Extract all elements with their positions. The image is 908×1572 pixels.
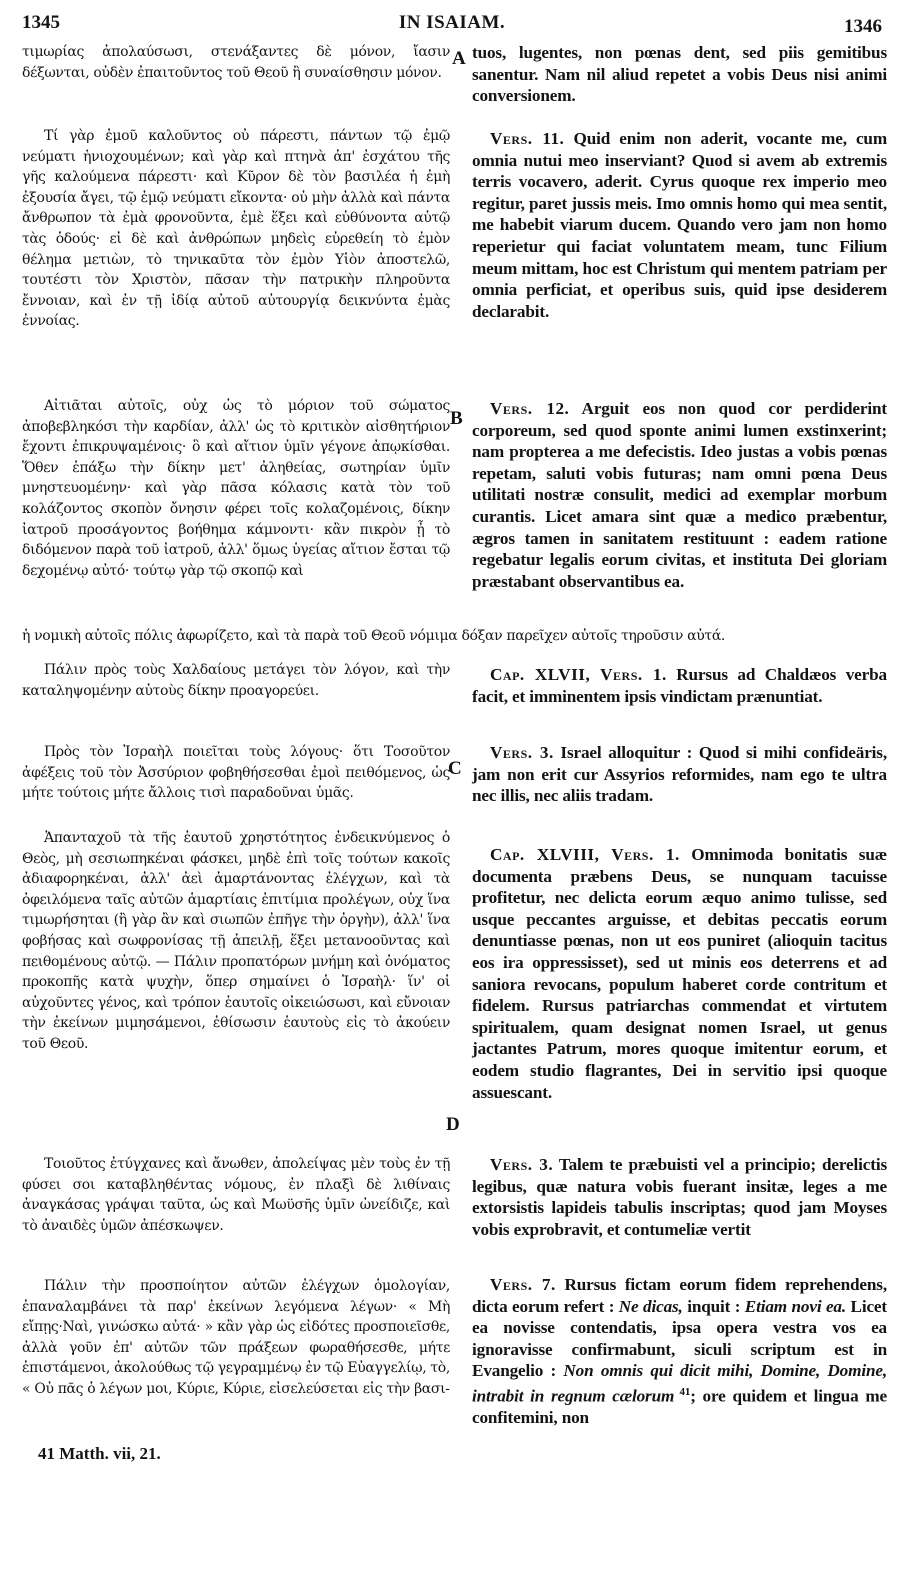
- latin-paragraph-6: Cap. XLVIII, Vers. 1. Omnimoda bonitatis suæ documenta præbens Deus, se nunquam tacuisse profitetur, nec delicta eorum æquo animo tulisse, sed usque peccantes arguisse, et debitas peccatis eorum denuntiasse pœnas, non ut eos puniret (alioquin tacitus eos ira oppressisset), sed ut minis eos deterrens et ad saniora revocans, populum haberet corde contritum et fidelem. Rursus patriarchas commendat et virtutem spiritualem, quam designat nomen Israel, ut genus jactantes Patrum, mores quoque imitentur eorum, et eodem studio flagrantes, Dei in servitio ipsi quoque assuescant.: [472, 845, 887, 1102]
- verse-label: Vers. 7.: [490, 1275, 556, 1294]
- latin-paragraph-4: Cap. XLVII, Vers. 1. Rursus ad Chaldæos verba facit, et imminentem ipsis vindictam prænuntiat.: [472, 665, 887, 706]
- verse-label: Vers. 11.: [490, 129, 565, 148]
- greek-full-width-line: ἡ νομικὴ αὐτοῖς πόλις ἀφωρίζετο, καὶ τὰ παρὰ τοῦ Θεοῦ νόμιμα δόξαν παρεῖχεν αὐτοῖς τηροῦσιν αὐτά.: [22, 628, 726, 644]
- footnote: 41 Matth. vii, 21.: [38, 1444, 161, 1463]
- greek-paragraph-7: Τοιοῦτος ἐτύγχανες καὶ ἄνωθεν, ἀπολείψας μὲν τοὺς ἐν τῇ φύσει σοι καταβληθέντας νόμους, ἐν πλαξὶ δὲ λιθίναις ἀναγκάσας γράψαι ταῦτα, ὡς καὶ Μωϋσῆς ὑμῖν ὠνείδιζε, καὶ τὸ ἀναιδὲς ὑμῶν ἀπέσκωψεν.: [22, 1156, 450, 1234]
- latin-paragraph-3: Vers. 12. Arguit eos non quod cor perdiderint corporeum, sed quod sponte animi lumen exstinxerint; nam propterea a me defecistis. Ideo justas a vobis pœnas repetam, saluti vobis futuras; nam omni pœna Deus utilitati nostræ consulit, medici ad exemplar morbum curantis. Licet amara sint quæ a medico præbentur, ægros tamen in sanitatem restituunt : eadem ratione regebatur legalis eorum civitas, et instituta Dei gloriam præstabant observantibus ea.: [472, 399, 887, 591]
- greek-paragraph-4: Πάλιν πρὸς τοὺς Χαλδαίους μετάγει τὸν λόγον, καὶ τὴν καταληψομένην αὐτοὺς δίκην προαγορεύει.: [22, 662, 450, 699]
- verse-label: Cap. XLVIII, Vers. 1.: [490, 845, 680, 864]
- latin-paragraph-5: Vers. 3. Israel alloquitur : Quod si mihi confideäris, jam non erit cur Assyrios reformides, nam ego te ultra nec illis, nec aliis tradam.: [472, 743, 887, 806]
- greek-paragraph-6: Ἁπανταχοῦ τὰ τῆς ἑαυτοῦ χρηστότητος ἐνδεικνύμενος ὁ Θεὸς, μὴ σεσιωπηκέναι φάσκει, μηδὲ ἐπὶ τοῖς τούτων κακοῖς ἀδιαφορηκέναι, ἀλλ' ἀεὶ ἁμαρτάνοντας ἐλέγχων, καὶ τὰ ὀφειλόμενα ταῖς αὐτῶν ἁμαρτίαις ἐπιτίμια προλέγων, οὐχ ἵνα τιμωρήσηται (ἢ γὰρ ἂν καὶ σιωπῶν ἐπῆγε τὴν ὀργὴν), ἀλλ' ἵνα φοβήσας καὶ σωφρονίσας τῇ ἀπειλῇ, ἕξει μετανοοῦντας καὶ πειθομένους αὐτῷ. — Πάλιν προπατόρων μνήμη καὶ ὀνόματος προκοπῆς κατὰ ψυχὴν, ὅπερ σημαίνει ὁ Ἰσραὴλ· ἵν' οἱ αὐχοῦντες γένος, καὶ τρόπον ἑαυτοῖς οἰκειώσωσι, καὶ εὔνοιαν τὴν ἐκείνων μιμησάμενοι, ἐθίσωσιν ἑαυτοὺς εἰς τὸ ἀκούειν τοῦ Θεοῦ.: [22, 830, 450, 1052]
- page-header: [22, 12, 882, 40]
- verse-label: Vers. 12.: [490, 399, 570, 418]
- latin-paragraph-2: Vers. 11. Quid enim non aderit, vocante me, cum omnia nutui meo inserviant? Quod si avem ab extremis terris vocavero, aderit. Cyrus quoque rex imperio meo regitur, paret jussis meis. Imo omnis homo qui mea sentit, me habebit viarum ducem. Quando vero jam non homo reperietur qui faciat voluntatem meam, tunc Filium meum mittam, hoc est Christum qui mentem patriam per omnia perficiat, et operibus suis, quid ipse desiderem declarabit.: [472, 129, 888, 321]
- latin-paragraph-8: Vers. 7. Rursus fictam eorum fidem reprehendens, dicta eorum refert : Ne dicas, inquit : Etiam novi ea. Licet ea novisse contendatis, ipsa opera vestra vos ea ignoravisse confirmabunt, siculi scriptum est in Evangelio : Non omnis qui dicit mihi, Domine, Domine, intrabit in regnum cælorum $^{41}$; ore quidem et lingua me confitemini, non: [472, 1275, 887, 1428]
- margin-marker-c: C: [448, 758, 462, 779]
- verse-label: Vers. 3.: [490, 1155, 554, 1174]
- running-title: IN ISAIAM.: [398, 12, 506, 33]
- greek-paragraph-5: Πρὸς τὸν Ἰσραὴλ ποιεῖται τοὺς λόγους· ὅτι Τοσοῦτον ἀφέξεις τοῦ τὸν Ἀσσύριον φοβηθήσεσθαι ἐμοὶ πειθόμενος, ὡς μήτε τούτοις μήτε ἄλλοις τισὶ παραδοῦναι ὑμᾶς.: [22, 744, 450, 802]
- verse-label: Vers. 3.: [490, 743, 554, 762]
- greek-paragraph-8: Πάλιν τὴν προσποίητον αὐτῶν ἐλέγχων ὁμολογίαν, ἐπαναλαμβάνει τὰ παρ' ἐκείνων λεγόμενα λέγων· « Μὴ εἴπῃς·Ναὶ, γινώσκω αὐτά· » κἂν γὰρ ὡς εἰδότες προσποιεῖσθε, ἀλλὰ γοῦν ἐπ' αὐτῶν τῶν πράξεων φωραθήσεσθε, μήτε ἐπιστάμενοι, ἀκολούθως τῷ γεγραμμένῳ ἐν τῷ Εὐαγγελίῳ, τὸ, « Οὐ πᾶς ὁ λέγων μοι, Κύριε, Κύριε, εἰσελεύσεται εἰς τὴν βασι-: [22, 1278, 450, 1397]
- page-number-right: 1346: [844, 16, 882, 37]
- margin-marker-d: D: [446, 1114, 460, 1135]
- footnote-ref: 41: [674, 1385, 691, 1398]
- page-number-left: 1345: [22, 12, 60, 33]
- latin-paragraph-1: tuos, lugentes, non pœnas dent, sed piis gemitibus sanentur. Nam nil aliud repetet a vobis Deus nisi animi conversionem.: [472, 43, 887, 106]
- greek-paragraph-1: τιμωρίας ἀπολαύσωσι, στενάξαντες δὲ μόνον, ἴασιν δέξωνται, οὐδὲν ἐπαιτοῦντος τοῦ Θεοῦ ἢ συναίσθησιν μόνον.: [22, 44, 450, 81]
- greek-paragraph-2: Τί γὰρ ἐμοῦ καλοῦντος οὐ πάρεστι, πάντων τῷ ἐμῷ νεύματι ἡνιοχουμένων; καὶ γὰρ καὶ πτηνὰ ἀπ' ἐσχάτου τῆς γῆς καλούμενα πάρεστι· καὶ Κῦρον δὲ τὸν βασιλέα ἡ ἐμὴ ἐξουσία ἄγει, τῷ ἐμῷ νεύματι εἴκοντα· οὐ μὴν ἀλλὰ καὶ πάντα ἄνθρωπον τὰ ἐμὰ φρονοῦντα, ἐμὲ ἕξει καὶ εὐθύνοντα αὐτῷ τὰς ὁδούς· εἰ δὲ καὶ ἀνθρώπων μηδεὶς εὑρεθείη τὸ ἐμὸν θέλημα μετιὼν, τὸ τηνικαῦτα τὸν ἐμὸν Υἱὸν ἀποστελῶ, τουτέστι τὸν Χριστὸν, πᾶσαν τὴν πατρικὴν πληροῦντα ἔννοιαν, καὶ ἐν τῇ ἰδίᾳ αὐτοῦ αὐτουργίᾳ δεικνύντα ἐμὰς ἐννοίας.: [22, 128, 450, 330]
- margin-marker-b: B: [450, 408, 463, 429]
- verse-label: Cap. XLVII, Vers. 1.: [490, 665, 667, 684]
- latin-paragraph-7: Vers. 3. Talem te præbuisti vel a principio; derelictis legibus, quæ natura vobis fuerant insitæ, leges a me extorsistis lapideis tabulis inscriptas; quod jam Moyses vobis exprobravit, et contumeliæ vertit: [472, 1155, 887, 1239]
- margin-marker-a: A: [452, 48, 466, 69]
- greek-paragraph-3: Αἰτιᾶται αὐτοῖς, οὐχ ὡς τὸ μόριον τοῦ σώματος ἀποβεβληκόσι τὴν καρδίαν, ἀλλ' ὡς τὸ κριτικὸν αἰσθητήριον ἔχοντι ἐπικρυψαμένοις· ὃ καὶ αἴτιον ὑμῖν γέγονε ἀπῳκίσθαι. Ὅθεν ἐπάξω τὴν δίκην μετ' ἀληθείας, σωτηρίαν ὑμῖν μνηστευομένην· καὶ γὰρ πᾶσα κόλασις κατὰ τὸν τοῦ κολάζοντος σκοπὸν ὄνησιν φέρει τοῖς κολαζομένοις, δίκην ἰατροῦ προσάγοντος βοήθημα κάμνοντι· κἂν πικρὸν ᾖ τὸ διδόμενον παρὰ τοῦ ἰατροῦ, ἀλλ' ὅμως ὑγείας αἴτιον ἔσται τῷ δεχομένῳ αὐτό· τούτῳ γὰρ τῷ σκοπῷ καὶ: [22, 398, 450, 579]
